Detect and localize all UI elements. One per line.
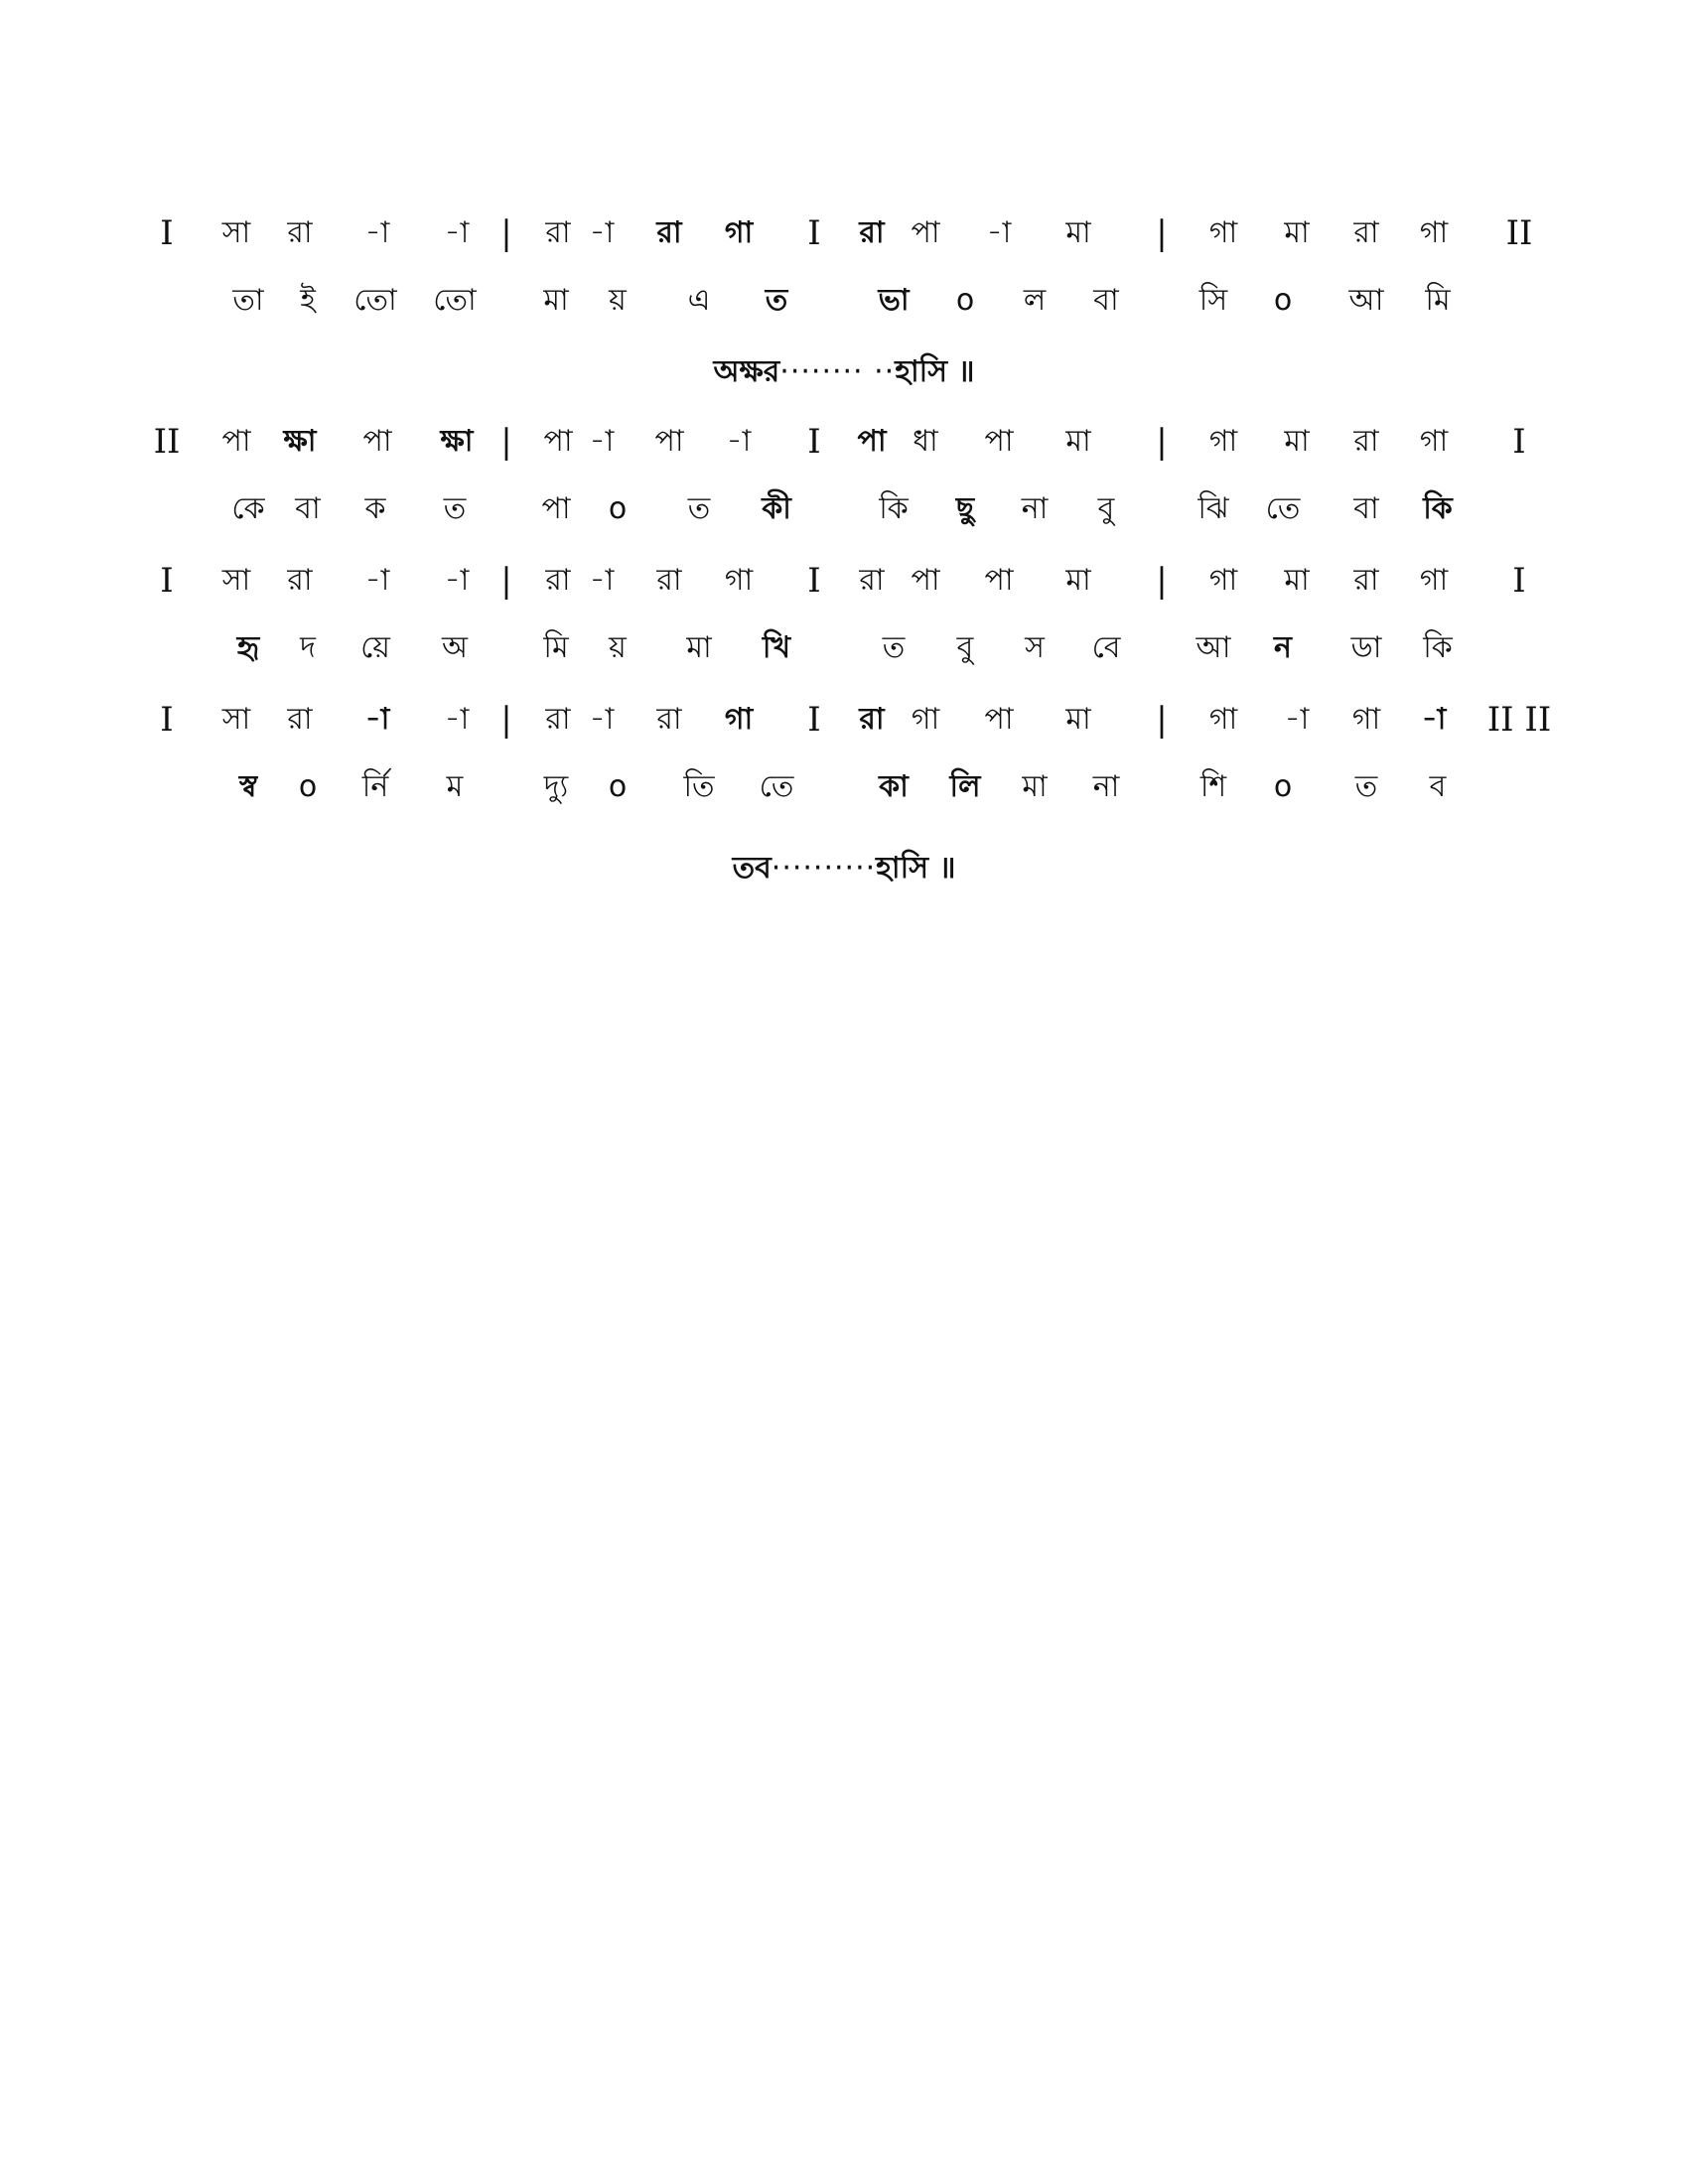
lyric-syllable: না: [1092, 769, 1120, 804]
lyric-syllable: o: [298, 769, 318, 804]
lyric-syllable: তে: [1265, 491, 1301, 526]
swara-note: পা: [911, 215, 940, 250]
swara-note: রা: [656, 563, 682, 598]
swara-note: -া: [589, 563, 615, 598]
lyric-syllable: ন: [1274, 630, 1292, 665]
swara-note: মা: [1284, 563, 1310, 598]
swara-note: পা: [984, 702, 1014, 737]
lyric-line: [0, 623, 1688, 673]
lyric-syllable: ই: [300, 283, 316, 318]
lyric-syllable: o: [608, 491, 628, 526]
refrain-line: [0, 844, 1688, 893]
refrain-line: [0, 347, 1688, 397]
swara-note: পা: [984, 563, 1014, 598]
lyric-syllable: ত: [687, 491, 711, 526]
swara-note: গা: [1351, 702, 1381, 737]
swara-note: পা: [857, 424, 887, 459]
lyric-syllable: সি: [1198, 283, 1228, 318]
lyric-syllable: আ: [1196, 630, 1231, 665]
lyric-syllable: o: [608, 769, 628, 804]
swara-note: সা: [221, 215, 251, 250]
swara-note: -া: [444, 563, 470, 598]
notation-line: [0, 556, 1688, 606]
swara-note: রা: [1353, 563, 1379, 598]
swara-note: রা: [287, 563, 313, 598]
swara-note: -া: [1421, 702, 1447, 737]
notation-line: [0, 208, 1688, 258]
swara-note: গা: [1208, 215, 1238, 250]
swara-note: -া: [444, 702, 470, 737]
bar-line: II: [153, 422, 181, 462]
bar-line: |: [1156, 422, 1168, 462]
swara-note: মা: [1284, 424, 1310, 459]
lyric-syllable: এ: [687, 283, 711, 318]
lyric-line: [0, 276, 1688, 326]
bar-line: |: [500, 422, 512, 462]
swara-note: মা: [1065, 215, 1091, 250]
lyric-syllable: মি: [1425, 283, 1451, 318]
bar-line: |: [1156, 561, 1168, 601]
bar-line: II: [1505, 213, 1533, 253]
lyric-syllable: বে: [1091, 630, 1121, 665]
lyric-syllable: ব: [1429, 769, 1447, 804]
swara-note: -া: [364, 702, 390, 737]
lyric-syllable: তি: [683, 769, 715, 804]
swara-note: রা: [545, 702, 571, 737]
lyric-syllable: শি: [1199, 769, 1227, 804]
bar-line: I: [160, 561, 174, 601]
lyric-syllable: দ: [300, 630, 316, 665]
swara-note: রা: [859, 563, 885, 598]
lyric-syllable: ভা: [878, 283, 910, 318]
lyric-syllable: দ্যু: [543, 769, 569, 804]
swara-note: রা: [656, 702, 682, 737]
bar-line: I: [160, 213, 174, 253]
lyric-syllable: মি: [543, 630, 569, 665]
swara-note: রা: [859, 215, 885, 250]
refrain-dots: ··········: [771, 851, 877, 886]
swara-note: -া: [589, 702, 615, 737]
lyric-syllable: ঝি: [1197, 491, 1229, 526]
swara-note: গা: [724, 215, 754, 250]
swara-note: -া: [986, 215, 1012, 250]
bar-line: |: [1156, 213, 1168, 253]
lyric-line: [0, 762, 1688, 812]
lyric-syllable: কি: [1423, 491, 1453, 526]
lyric-syllable: তো: [353, 283, 397, 318]
lyric-syllable: ডা: [1350, 630, 1382, 665]
lyric-syllable: স্ব: [238, 769, 258, 804]
swara-note: -া: [589, 424, 615, 459]
lyric-syllable: কা: [879, 769, 909, 804]
lyric-syllable: র্নি: [361, 769, 389, 804]
lyric-syllable: বা: [1093, 283, 1119, 318]
bar-line: |: [500, 561, 512, 601]
swara-note: রা: [545, 215, 571, 250]
lyric-syllable: তা: [232, 283, 264, 318]
lyric-syllable: য়: [609, 283, 627, 318]
swara-note: রা: [1353, 215, 1379, 250]
lyric-syllable: বু: [1097, 491, 1115, 526]
swara-note: -া: [1284, 702, 1310, 737]
lyric-syllable: য়ে: [360, 630, 390, 665]
lyric-syllable: ছু: [955, 491, 975, 526]
lyric-syllable: মা: [543, 283, 569, 318]
swara-note: রা: [656, 215, 682, 250]
swara-note: পা: [984, 424, 1014, 459]
refrain-dots: ········ ··: [779, 354, 896, 389]
lyric-syllable: তে: [759, 769, 794, 804]
lyric-syllable: বা: [295, 491, 321, 526]
swara-note: রা: [1353, 424, 1379, 459]
bar-line: I: [807, 561, 821, 601]
refrain-start-word: অক্ষর: [713, 354, 780, 389]
swara-note: গা: [1208, 424, 1238, 459]
swara-note: পা: [543, 424, 573, 459]
swara-note: রা: [859, 702, 885, 737]
lyric-syllable: o: [1273, 283, 1293, 318]
bar-line: I: [807, 422, 821, 462]
swara-note: গা: [1208, 563, 1238, 598]
swara-note: মা: [1284, 215, 1310, 250]
swara-note: সা: [221, 563, 251, 598]
lyric-syllable: মা: [1022, 769, 1048, 804]
refrain-end-word: হাসি ॥: [876, 851, 956, 886]
swara-note: ক্ষা: [283, 424, 317, 459]
bar-line: |: [500, 213, 512, 253]
swara-note: -া: [364, 563, 390, 598]
lyric-syllable: না: [1021, 491, 1049, 526]
swara-note: ক্ষা: [440, 424, 474, 459]
swara-note: -া: [444, 215, 470, 250]
swara-note: রা: [545, 563, 571, 598]
lyric-syllable: আ: [1348, 283, 1384, 318]
lyric-syllable: কী: [762, 491, 791, 526]
swara-note: -া: [589, 215, 615, 250]
lyric-syllable: স: [1025, 630, 1045, 665]
swara-note: গা: [724, 563, 754, 598]
lyric-syllable: মা: [686, 630, 712, 665]
swara-note: -া: [726, 424, 752, 459]
lyric-syllable: বু: [956, 630, 974, 665]
bar-line: I: [807, 213, 821, 253]
swara-note: পা: [362, 424, 392, 459]
lyric-syllable: তো: [433, 283, 477, 318]
lyric-syllable: ত: [443, 491, 467, 526]
swara-note: মা: [1065, 563, 1091, 598]
swara-note: পা: [654, 424, 684, 459]
swara-note: গা: [911, 702, 940, 737]
lyric-syllable: o: [955, 283, 975, 318]
bar-line: I: [807, 700, 821, 740]
lyric-syllable: ত: [765, 283, 788, 318]
swara-note: গা: [1419, 215, 1449, 250]
swara-note: গা: [1419, 563, 1449, 598]
swara-note: মা: [1065, 702, 1091, 737]
lyric-syllable: কি: [879, 491, 909, 526]
lyric-syllable: পা: [541, 491, 571, 526]
swara-note: গা: [724, 702, 754, 737]
bar-line: I: [1512, 422, 1526, 462]
refrain-end-word: হাসি ॥: [895, 354, 975, 389]
refrain-start-word: তব: [732, 851, 772, 886]
swara-note: পা: [221, 424, 251, 459]
lyric-syllable: হৃ: [236, 630, 260, 665]
swara-note: রা: [287, 702, 313, 737]
lyric-line: [0, 484, 1688, 534]
lyric-syllable: খি: [762, 630, 791, 665]
lyric-syllable: অ: [442, 630, 468, 665]
swara-note: গা: [1208, 702, 1238, 737]
swara-note: -া: [364, 215, 390, 250]
bar-line: II II: [1486, 700, 1552, 740]
lyric-syllable: লি: [949, 769, 981, 804]
lyric-syllable: ল: [1023, 283, 1047, 318]
bar-line: I: [160, 700, 174, 740]
swara-note: ধা: [913, 424, 938, 459]
bar-line: I: [1512, 561, 1526, 601]
swara-note: মা: [1065, 424, 1091, 459]
swara-note: পা: [911, 563, 940, 598]
bar-line: |: [1156, 700, 1168, 740]
lyric-syllable: ম: [446, 769, 464, 804]
lyric-syllable: ক: [364, 491, 386, 526]
swara-note: সা: [221, 702, 251, 737]
swara-note: গা: [1419, 424, 1449, 459]
notation-line: [0, 417, 1688, 467]
lyric-syllable: ত: [1354, 769, 1378, 804]
lyric-syllable: কে: [231, 491, 265, 526]
swara-note: রা: [287, 215, 313, 250]
lyric-syllable: o: [1273, 769, 1293, 804]
notation-line: [0, 695, 1688, 745]
lyric-syllable: কি: [1423, 630, 1453, 665]
lyric-syllable: বা: [1353, 491, 1379, 526]
lyric-syllable: ত: [882, 630, 906, 665]
bar-line: |: [500, 700, 512, 740]
lyric-syllable: য়: [609, 630, 627, 665]
